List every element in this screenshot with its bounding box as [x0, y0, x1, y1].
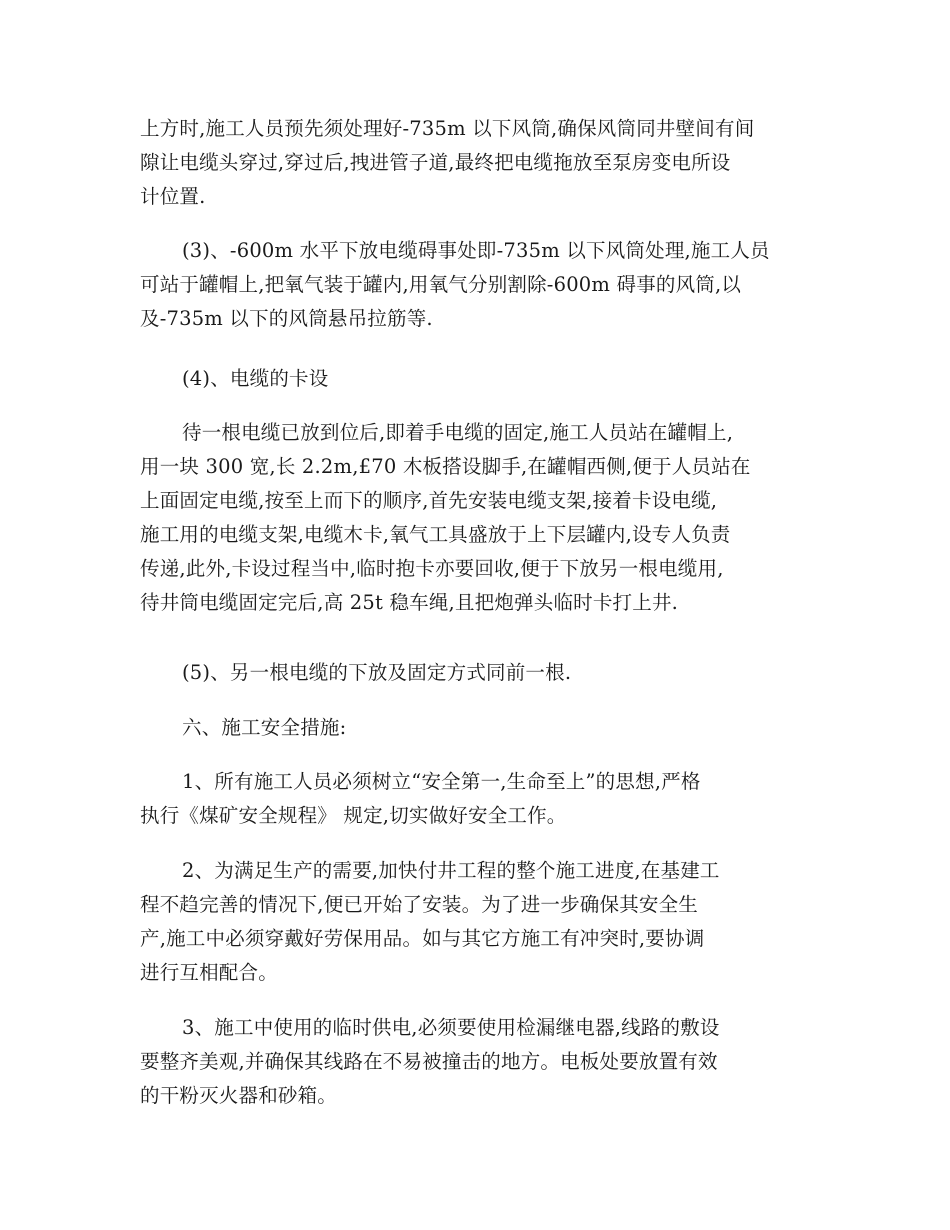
paragraph-safety-3 [140, 1011, 812, 1113]
text-line: 程不趋完善的情况下,便已开始了安装。为了进一步确保其安全生 [140, 893, 698, 916]
paragraph-item-5 [140, 656, 812, 690]
text-line: (3)、-600m 水平下放电缆碍事处即-735m 以下风筒处理,施工人员 [182, 239, 770, 262]
text-line: 2、为满足生产的需要,加快付井工程的整个施工进度,在基建工 [182, 859, 720, 882]
text-line: 产,施工中必须穿戴好劳保用品。如与其它方施工有冲突时,要协调 [140, 927, 705, 950]
paragraph-item-4-heading [140, 362, 812, 396]
section-heading-safety [140, 711, 812, 745]
text-line: 六、施工安全措施: [182, 716, 347, 739]
paragraph-safety-1 [140, 765, 812, 833]
text-line: 待井筒电缆固定完后,高 25t 稳车绳,且把炮弹头临时卡打上井. [140, 591, 679, 614]
paragraph-safety-2 [140, 854, 812, 990]
text-line: 计位置. [140, 185, 206, 208]
text-line: 进行互相配合。 [140, 961, 278, 984]
text-line: (4)、电缆的卡设 [182, 367, 329, 390]
text-line: (5)、另一根电缆的下放及固定方式同前一根. [182, 661, 572, 684]
text-line: 传递,此外,卡设过程当中,临时抱卡亦要回收,便于下放另一根电缆用, [140, 557, 724, 580]
text-line: 施工用的电缆支架,电缆木卡,氧气工具盛放于上下层罐内,设专人负责 [140, 523, 731, 546]
text-line: 3、施工中使用的临时供电,必须要使用检漏继电器,线路的敷设 [182, 1016, 720, 1039]
text-line: 待一根电缆已放到位后,即着手电缆的固定,施工人员站在罐帽上, [182, 421, 734, 444]
text-line: 1、所有施工人员必须树立“安全第一,生命至上”的思想,严格 [182, 770, 701, 793]
text-line: 可站于罐帽上,把氧气装于罐内,用氧气分别割除-600m 碍事的风筒,以 [140, 273, 742, 296]
paragraph-continued [140, 112, 812, 214]
text-line: 的干粉灭火器和砂箱。 [140, 1084, 338, 1107]
text-line: 用一块 300 宽,长 2.2m,£70 木板搭设脚手,在罐帽西侧,便于人员站在 [140, 455, 751, 478]
text-line: 隙让电缆头穿过,穿过后,拽进管子道,最终把电缆拖放至泵房变电所设 [140, 151, 731, 174]
text-line: 及-735m 以下的风筒悬吊拉筋等. [140, 307, 433, 330]
text-line: 要整齐美观,并确保其线路在不易被撞击的地方。电板处要放置有效 [140, 1050, 718, 1073]
paragraph-cable-fixing [140, 416, 812, 620]
text-line: 上面固定电缆,按至上而下的顺序,首先安装电缆支架,接着卡设电缆, [140, 489, 718, 512]
text-line: 执行《煤矿安全规程》 规定,切实做好安全工作。 [140, 804, 567, 827]
text-line: 上方时,施工人员预先须处理好-735m 以下风筒,确保风筒同井壁间有间 [140, 117, 755, 140]
paragraph-item-3 [140, 234, 812, 336]
